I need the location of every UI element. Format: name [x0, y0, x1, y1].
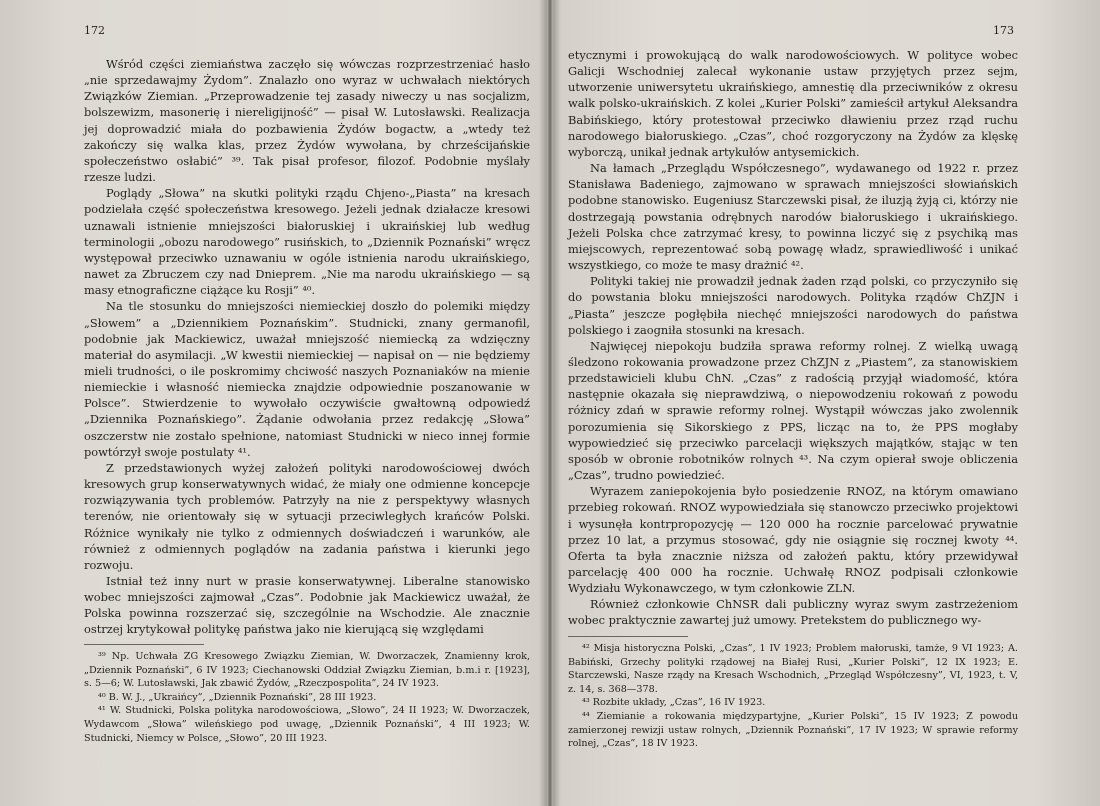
- paragraph: etycznymi i prowokującą do walk narodowościowych. W polityce wobec Galicji Wschodniej zalecał wykonanie ustaw przyjętych przez sejm, utworzenie uniwersytetu ukraińskiego, amnestię dla przeciwników z okresu walk polsko-ukraińskich. Z kolei „Kurier Polski” zamieścił artykuł Aleksandra Babińskiego, który protestował przeciwko dławieniu przez rząd ruchu narodowego białoruskiego. „Czas”, choć rozgoryczony na Żydów za klęskę wyborczą, unikał jednak artykułów antysemickich.: [568, 48, 1018, 159]
- footnote: ⁴⁴ Ziemianie a rokowania międzypartyjne, „Kurier Polski”, 15 IV 1923; Z powodu zamierzonej rewizji ustaw rolnych, „Dziennik Poznański”, 17 IV 1923; W sprawie reformy rolnej, „Czas”, 18 IV 1923.: [568, 710, 1018, 750]
- page-number-left: 172: [84, 24, 105, 37]
- paragraph: Również członkowie ChNSR dali publiczny wyraz swym zastrzeżeniom wobec praktycznie zawartej już umowy. Pretekstem do publicznego wy-: [568, 597, 1018, 628]
- right-footnotes: [568, 642, 1018, 751]
- paragraph: Najwięcej niepokoju budziła sprawa reformy rolnej. Z wielką uwagą śledzono rokowania prowadzone przez ChZJN z „Piastem”, za stanowiskiem przedstawicieli klubu ChN. „Czas” z radością przyjął wiadomość, która następnie okazała się nieprawdziwą, o niepowodzeniu rokowań z powodu różnicy zdań w sprawie reformy rolnej. Wystąpił wówczas jako zwolennik porozumienia się Sikorskiego z PPS, licząc na to, że PPS mogłaby wypowiedzieć się przeciwko parcelacji większych majątków, stając w ten sposób w obronie robotników rolnych ⁴³. Na czym opierał swoje obliczenia „Czas”, trudno powiedzieć.: [568, 338, 1018, 483]
- right-page-body: [568, 47, 1018, 629]
- page-number-right: 173: [993, 24, 1014, 37]
- footnote: ⁴³ Rozbite układy, „Czas”, 16 IV 1923.: [582, 697, 766, 709]
- paragraph: Na łamach „Przeglądu Współczesnego”, wydawanego od 1922 r. przez Stanisława Badeniego, zajmowano w sprawach mniejszości słowiańskich podobne stanowisko. Eugeniusz Starczewski pisał, że iluzją żyją ci, którzy nie dostrzegają powstania odrębnych narodów białoruskiego i ukraińskiego. Jeżeli Polska chce zatrzymać kresy, to powinna liczyć się z psychiką mas miejscowych, reprezentować sobą powagę władz, sprawiedliwość i unikać wszystkiego, co może te masy drażnić ⁴².: [568, 161, 1018, 273]
- footnote: ⁴¹ W. Studnicki, Polska polityka narodowościowa, „Słowo”, 24 II 1923; W. Dworzaczek, Wydawcom „Słowa” wileńskiego pod uwagę, „Dziennik Poznański”, 4 III 1923; W. Studnicki, Niemcy w Polsce, „Słowo”, 20 III 1923.: [84, 705, 530, 744]
- footnote-rule: [568, 636, 688, 637]
- paragraph: Wśród części ziemiaństwa zaczęło się wówczas rozprzestrzeniać hasło „nie sprzedawajmy Żydom”. Znalazło ono wyraz w uchwałach niektórych Związków Ziemian. „Przeprowadzenie tej zasady niweczy u nas socjalizm, bolszewizm, masonerię i niereligijność” — pisał W. Lutosławski. Realizacja jej doprowadzić miała do pozbawienia Żydów bogactw, a „wtedy też zakończy się walka klas, przez Żydów wywołana, by chrześcijańskie społeczeństwo osłabić” ³⁹. Tak pisał profesor, filozof. Podobnie myślały rzesze ludzi.: [84, 57, 530, 185]
- footnote: ⁴² Misja historyczna Polski, „Czas”, 1 IV 1923; Problem małoruski, tamże, 9 VI 1923; A. Babiński, Grzechy polityki rządowej na Białej Rusi, „Kurier Polski”, 12 IX 1923; E. Starczewski, Nasze rządy na Kresach Wschodnich, „Przegląd Współczesny”, VI, 1923, t. V, z. 14, s. 368—378.: [568, 643, 1018, 695]
- paragraph: Na tle stosunku do mniejszości niemieckiej doszło do polemiki między „Słowem” a „Dziennikiem Poznańskim”. Studnicki, znany germanofil, podobnie jak Mackiewicz, uważał mniejszość niemiecką za wdzięczny materiał do asymilacji. „W kwestii niemieckiej — napisał on — nie będziemy mieli trudności, o ile poskromimy chciwość naszych Poznaniaków na mienie niemieckie i własność niemiecka znajdzie odpowiednie poszanowanie w Polsce”. Stwierdzenie to wywołało oczywiście gwałtowną odpowiedź „Dziennika Poznańskiego”. Żądanie odwołania przez redakcję „Słowa” oszczerstw nie zostało spełnione, natomiast Studnicki w nieco innej formie powtórzył swoje postulaty ⁴¹.: [84, 299, 530, 459]
- paragraph: Z przedstawionych wyżej założeń polityki narodowościowej dwóch kresowych grup konserwatywnych widać, że miały one odmienne koncepcje rozwiązywania tych problemów. Patrzyły na nie z perspektywy własnych terenów, nie orientowały się w sytuacji przeciwległych krańców Polski. Różnice wynikały nie tylko z odmiennych doświadczeń i warunków, ale również z odmiennych poglądów na zadania państwa i kierunki jego rozwoju.: [84, 460, 530, 572]
- paragraph: Istniał też inny nurt w prasie konserwatywnej. Liberalne stanowisko wobec mniejszości zajmował „Czas”. Podobnie jak Mackiewicz uważał, że Polska powinna rozszerzać się, szczególnie na Wschodzie. Ale znacznie ostrzej krytykował politykę państwa jako nie kierującą się względami: [84, 574, 530, 637]
- footnote: ⁴⁰ B. W. J., „Ukraińcy”, „Dziennik Poznański”, 28 III 1923.: [98, 691, 377, 703]
- paragraph: Polityki takiej nie prowadził jednak żaden rząd polski, co przyczyniło się do powstania bloku mniejszości narodowych. Polityka rządów ChZJN i „Piasta” jeszcze pogłębiła niechęć mniejszości narodowych do państwa polskiego i zaogniła stosunki na kresach.: [568, 274, 1018, 337]
- paragraph: Poglądy „Słowa” na skutki polityki rządu Chjeno-„Piasta” na kresach podzielała część społeczeństwa kresowego. Jeżeli jednak działacze kresowi uznawali istnienie mniejszości białoruskiej i ukraińskiej lub według terminologii „obozu narodowego” rusińskich, to „Dziennik Poznański” wręcz występował przeciwko uznawaniu w ogóle istnienia narodu ukraińskiego, nawet za Zbruczem czy nad Dnieprem. „Nie ma narodu ukraińskiego — są masy etnograficzne ciążące ku Rosji” ⁴⁰.: [84, 186, 530, 298]
- paragraph: Wyrazem zaniepokojenia było posiedzenie RNOZ, na którym omawiano przebieg rokowań. RNOZ wypowiedziała się stanowczo przeciwko projektowi i wysunęła kontrpropozycję — 120 000 ha rocznie parcelować prywatnie przez 10 lat, a przymus stosować, gdy nie osiągnie się rocznej kwoty ⁴⁴. Oferta ta była znacznie niższa od założeń paktu, który przewidywał parcelację 400 000 ha rocznie. Uchwałę RNOZ podpisali członkowie Wydziału Wykonawczego, w tym członkowie ZLN.: [568, 484, 1018, 596]
- footnote: ³⁹ Np. Uchwała ZG Kresowego Związku Ziemian, W. Dworzaczek, Znamienny krok, „Dziennik Poznański”, 6 IV 1923; Ciechanowski Oddział Związku Ziemian, b.m.i r. [1923], s. 5—6; W. Lutosławski, Jak zbawić Żydów, „Rzeczpospolita”, 24 IV 1923.: [84, 651, 530, 690]
